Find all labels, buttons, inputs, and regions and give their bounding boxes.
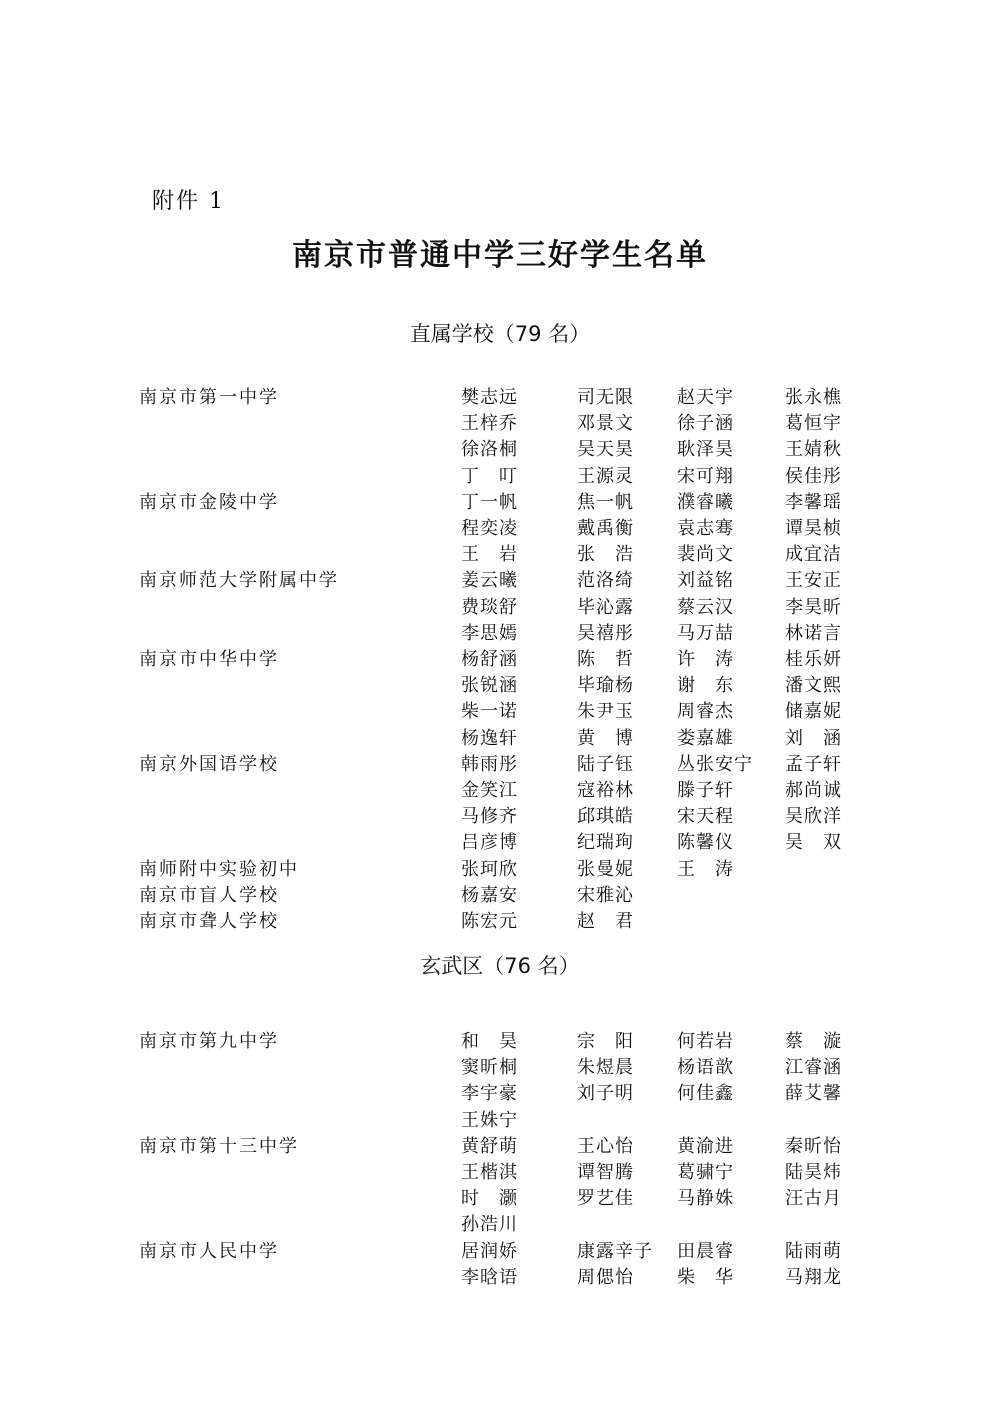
student-name: 丛张安宁 <box>677 753 753 775</box>
student-name: 康露辛子 <box>577 1240 653 1262</box>
student-name: 丁 叮 <box>461 465 518 487</box>
student-name: 费琰舒 <box>461 596 518 618</box>
student-name: 陈 哲 <box>577 649 634 670</box>
student-name: 谭智腾 <box>577 1162 634 1183</box>
student-name: 陆子钰 <box>577 753 634 775</box>
student-name: 赵 君 <box>577 911 634 932</box>
student-name: 黄舒萌 <box>461 1135 518 1157</box>
student-name: 谭昊桢 <box>785 518 842 539</box>
school-name: 南京外国语学校 <box>139 753 279 775</box>
attachment-label: 附件 1 <box>152 189 225 214</box>
student-name: 宋雅沁 <box>577 884 634 906</box>
student-name: 李晗语 <box>461 1266 518 1288</box>
student-name: 黄 博 <box>577 727 634 749</box>
student-name: 汪古月 <box>785 1188 842 1210</box>
student-name: 徐洛桐 <box>461 439 518 461</box>
student-name: 谢 东 <box>677 675 734 697</box>
student-name: 马翔龙 <box>785 1266 842 1288</box>
student-name: 李馨瑶 <box>785 491 842 513</box>
school-name: 南京市金陵中学 <box>139 491 279 513</box>
student-name: 寇裕林 <box>577 780 634 801</box>
student-name: 江睿涵 <box>785 1057 842 1079</box>
document-title: 南京市普通中学三好学生名单 <box>292 238 708 273</box>
student-name: 毕瑜杨 <box>577 675 634 697</box>
student-name: 郝尚诚 <box>785 780 842 801</box>
student-name: 王 涛 <box>677 858 734 880</box>
student-name: 陈馨仪 <box>677 832 734 854</box>
student-name: 李宇豪 <box>461 1083 518 1105</box>
student-name: 居润娇 <box>461 1240 518 1262</box>
school-name: 南京市第九中学 <box>139 1031 279 1052</box>
student-name: 丁一帆 <box>461 491 518 513</box>
student-name: 王 岩 <box>461 544 518 566</box>
student-name: 娄嘉雄 <box>677 727 734 749</box>
student-name: 窦昕桐 <box>461 1057 518 1079</box>
student-name: 何佳鑫 <box>677 1083 734 1105</box>
student-name: 司无限 <box>577 387 634 408</box>
student-name: 焦一帆 <box>577 491 634 513</box>
student-name: 马静姝 <box>677 1188 734 1210</box>
school-name: 南京市第十三中学 <box>139 1135 299 1157</box>
student-name: 范洛绮 <box>577 570 634 592</box>
student-name: 邱琪皓 <box>577 806 634 828</box>
student-name: 徐子涵 <box>677 413 734 435</box>
student-name: 张永樵 <box>785 387 842 408</box>
student-name: 秦昕怡 <box>785 1135 842 1157</box>
student-name: 时 灏 <box>461 1188 518 1210</box>
student-name: 吴 双 <box>785 832 842 854</box>
student-name: 刘子明 <box>577 1083 634 1105</box>
student-name: 侯佳彤 <box>785 465 842 487</box>
section-heading: 直属学校（79 名） <box>409 322 591 346</box>
student-name: 王安正 <box>785 570 842 592</box>
student-name: 张曼妮 <box>577 858 634 880</box>
student-name: 程奕凌 <box>461 518 518 539</box>
student-name: 王姝宁 <box>461 1109 518 1131</box>
student-name: 赵天宇 <box>677 387 734 408</box>
student-name: 成宜洁 <box>785 544 842 566</box>
student-name: 周睿杰 <box>677 701 734 723</box>
school-name: 南京市聋人学校 <box>139 911 279 932</box>
student-name: 储嘉妮 <box>785 701 842 723</box>
student-name: 耿泽昊 <box>677 439 734 461</box>
section-heading: 玄武区（76 名） <box>420 954 580 978</box>
student-name: 张 浩 <box>577 544 634 566</box>
student-name: 宋可翔 <box>677 465 734 487</box>
student-name: 刘益铭 <box>677 570 734 592</box>
student-name: 杨舒涵 <box>461 649 518 670</box>
student-name: 吴禧彤 <box>577 622 634 644</box>
student-name: 马修齐 <box>461 806 518 828</box>
student-name: 李思嫣 <box>461 622 518 644</box>
student-name: 何若岩 <box>677 1031 734 1052</box>
student-name: 和 昊 <box>461 1031 518 1052</box>
student-name: 陆昊炜 <box>785 1162 842 1183</box>
school-name: 南京市人民中学 <box>139 1240 279 1262</box>
school-name: 南京市中华中学 <box>139 649 279 670</box>
student-name: 宋天程 <box>677 806 734 828</box>
student-name: 张珂欣 <box>461 858 518 880</box>
student-name: 姜云曦 <box>461 570 518 592</box>
student-name: 罗艺佳 <box>577 1188 634 1210</box>
student-name: 金笑江 <box>461 780 518 801</box>
student-name: 刘 涵 <box>785 727 842 749</box>
student-name: 柴一诺 <box>461 701 518 723</box>
student-name: 王源灵 <box>577 465 634 487</box>
student-name: 马万喆 <box>677 622 734 644</box>
student-name: 裴尚文 <box>677 544 734 566</box>
student-name: 纪瑞珣 <box>577 832 634 854</box>
student-name: 张锐涵 <box>461 675 518 697</box>
school-name: 南京师范大学附属中学 <box>139 570 339 592</box>
student-name: 蔡 漩 <box>785 1031 842 1052</box>
student-name: 蔡云汉 <box>677 596 734 618</box>
student-name: 濮睿曦 <box>677 491 734 513</box>
student-name: 王心怡 <box>577 1135 634 1157</box>
student-name: 周偲怡 <box>577 1266 634 1288</box>
student-name: 陆雨萌 <box>785 1240 842 1262</box>
student-name: 林诺言 <box>785 622 842 644</box>
student-name: 黄渝进 <box>677 1135 734 1157</box>
student-name: 杨逸轩 <box>461 727 518 749</box>
student-name: 吴欣洋 <box>785 806 842 828</box>
student-name: 杨嘉安 <box>461 884 518 906</box>
student-name: 薛艾馨 <box>785 1083 842 1105</box>
student-name: 葛骕宁 <box>677 1162 734 1183</box>
student-name: 王楷淇 <box>461 1162 518 1183</box>
school-name: 南京市盲人学校 <box>139 884 279 906</box>
student-name: 许 涛 <box>677 649 734 670</box>
student-name: 吕彦博 <box>461 832 518 854</box>
student-name: 吴天昊 <box>577 439 634 461</box>
student-name: 李昊昕 <box>785 596 842 618</box>
student-name: 陈宏元 <box>461 911 518 932</box>
student-name: 葛恒宇 <box>785 413 842 435</box>
student-name: 孟子轩 <box>785 753 842 775</box>
student-name: 王梓乔 <box>461 413 518 435</box>
student-name: 邓景文 <box>577 413 634 435</box>
student-name: 韩雨彤 <box>461 753 518 775</box>
student-name: 戴禹衡 <box>577 518 634 539</box>
student-name: 朱煜晨 <box>577 1057 634 1079</box>
student-name: 柴 华 <box>677 1266 734 1288</box>
student-name: 桂乐妍 <box>785 649 842 670</box>
student-name: 毕沁露 <box>577 596 634 618</box>
student-name: 孙浩川 <box>461 1214 518 1236</box>
student-name: 潘文熙 <box>785 675 842 697</box>
student-name: 王婧秋 <box>785 439 842 461</box>
student-name: 朱尹玉 <box>577 701 634 723</box>
student-name: 滕子轩 <box>677 780 734 801</box>
school-name: 南京市第一中学 <box>139 387 279 408</box>
student-name: 宗 阳 <box>577 1031 634 1052</box>
student-name: 田晨睿 <box>677 1240 734 1262</box>
school-name: 南师附中实验初中 <box>139 858 299 880</box>
student-name: 袁志骞 <box>677 518 734 539</box>
student-name: 樊志远 <box>461 387 518 408</box>
student-name: 杨语歆 <box>677 1057 734 1079</box>
